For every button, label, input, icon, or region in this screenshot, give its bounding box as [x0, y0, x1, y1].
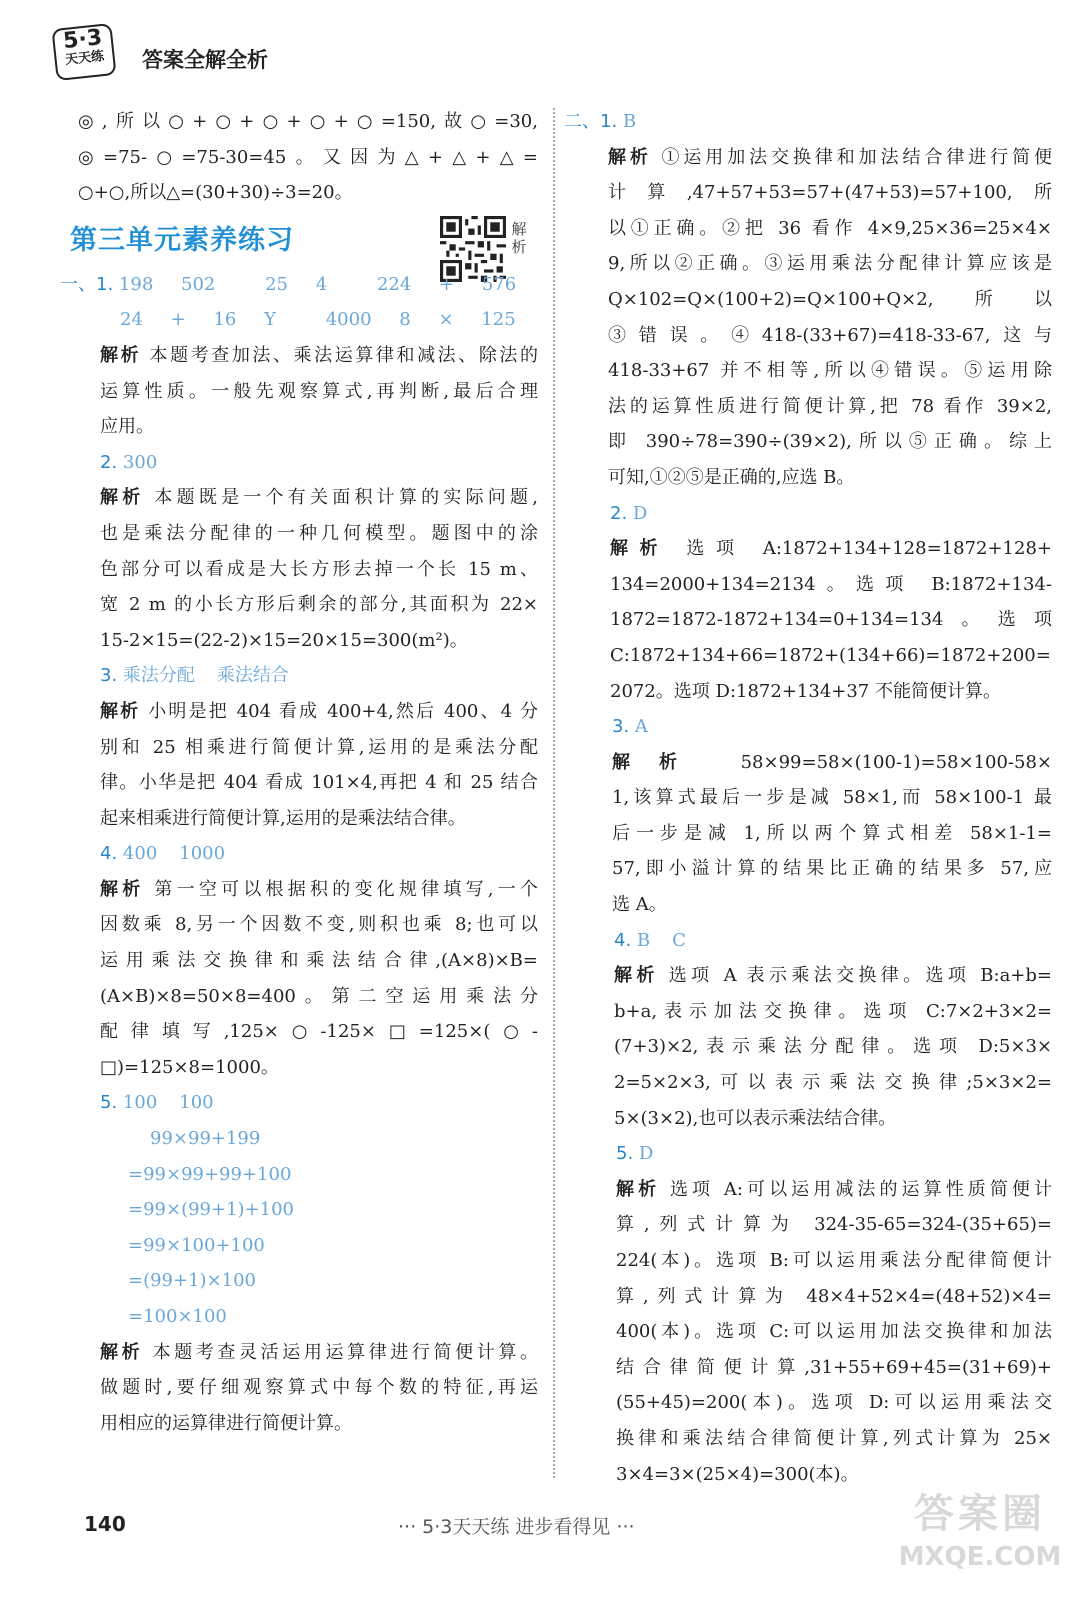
logo-main-text: 5·3	[61, 25, 104, 55]
intro-line: ◎=75-○=75-30=45。又因为△+△+△=	[78, 146, 538, 168]
analysis-block	[78, 1335, 538, 1442]
analysis-label: 解析	[608, 146, 652, 168]
r1-answer	[564, 104, 1052, 140]
analysis-text: 418-33+67 并不相等,所以④错误。⑤运用除	[608, 360, 1052, 382]
answer: 100	[179, 1092, 214, 1114]
footer-slogan: ··· 5·3天天练 进步看得见 ···	[398, 1516, 635, 1538]
analysis-block	[78, 872, 538, 1086]
answer: 乘法分配	[122, 665, 195, 687]
answer: +	[170, 309, 186, 331]
answer: 224	[376, 273, 412, 295]
analysis-block	[574, 1172, 1052, 1492]
calc-step: =99×100+100	[128, 1234, 265, 1256]
analysis-text: 计算,47+57+53=57+(47+53)=57+100,所	[608, 182, 1052, 204]
analysis-text: 运用乘法交换律和乘法结合律,(A×8)×B=	[100, 950, 538, 972]
calc-step: =99×99+99+100	[128, 1163, 292, 1185]
left-column	[60, 104, 539, 1441]
analysis-text: 2=5×2×3,可以表示乘法交换律;5×3×2=	[614, 1072, 1052, 1094]
analysis-text: 选项 A:1872+134+128=1872+128+	[686, 538, 1052, 560]
analysis-text: 400(本)。选项 C:可以运用加法交换律和加法	[616, 1321, 1052, 1343]
q1-answers-row1	[60, 267, 538, 303]
analysis-text: 9,所以②正确。③运用乘法分配律计算应该是	[608, 253, 1052, 275]
question-number: 1.	[600, 111, 618, 132]
right-column	[564, 104, 1052, 1492]
analysis-text: 小明是把 404 看成 400+4,然后 400、4 分	[148, 700, 538, 722]
watermark-text: 答案圈	[914, 1491, 1046, 1537]
part-label: 一、	[60, 273, 96, 295]
analysis-text: 配律填写,125×○-125×□=125×(○-	[100, 1021, 538, 1043]
answer: 25	[265, 273, 289, 295]
answer: 198	[118, 273, 154, 295]
calc-step: =100×100	[128, 1306, 227, 1327]
section-title: 第三单元素养练习	[70, 224, 294, 256]
question-number: 3.	[100, 665, 118, 687]
analysis-block	[78, 338, 538, 445]
answer: +	[439, 273, 455, 295]
analysis-text: 法的运算性质进行简便计算,把 78 看作 39×2,	[608, 395, 1052, 417]
question-number: 4.	[100, 843, 118, 865]
analysis-label: 解析	[614, 965, 659, 987]
q2-answer	[78, 445, 538, 481]
answer: B	[636, 929, 651, 951]
analysis-text: 可知,①②⑤是正确的,应选 B。	[608, 466, 855, 488]
question-number: 4.	[614, 929, 632, 951]
answer: A	[634, 716, 648, 738]
q3-answer	[78, 658, 538, 694]
calc-step: 99×99+199	[150, 1128, 261, 1150]
answer: Y	[264, 309, 276, 331]
analysis-text: (7+3)×2,表示乘法分配律。选项 D:5×3×	[614, 1036, 1052, 1058]
analysis-block	[574, 958, 1052, 1136]
intro-line: ◎,所以○+○+○+○+○=150,故○=30,	[78, 111, 538, 132]
answer: 400	[122, 843, 158, 865]
answer: 502	[181, 273, 216, 295]
answer: D	[638, 1143, 654, 1165]
analysis-text: 224(本)。选项 B:可以运用乘法分配律简便计	[616, 1250, 1052, 1271]
r3-answer	[574, 709, 1052, 745]
analysis-text: 算,列式计算为 324-35-65=324-(35+65)=	[616, 1214, 1052, 1236]
answer: 24	[120, 309, 143, 331]
analysis-text: 以①正确。②把 36 看作 4×9,25×36=25×4×	[608, 217, 1052, 239]
watermark	[892, 1488, 1068, 1586]
analysis-text: 2072。选项 D:1872+134+37 不能简便计算。	[610, 680, 1001, 702]
analysis-label: 解析	[610, 538, 670, 560]
part-label: 二、	[564, 111, 600, 132]
analysis-text: C:1872+134+66=1872+(134+66)=1872+200=	[610, 644, 1051, 666]
analysis-block	[78, 480, 538, 658]
analysis-text: (55+45)=200(本)。选项 D:可以运用乘法交	[616, 1392, 1052, 1414]
analysis-text: □)=125×8=1000。	[100, 1056, 279, 1078]
analysis-text: 选 A。	[612, 894, 667, 916]
analysis-text: 也是乘法分配律的一种几何模型。题图中的涂	[100, 522, 538, 544]
analysis-text: 别和 25 相乘进行简便计算,运用的是乘法分配	[100, 736, 538, 758]
analysis-label: 解析	[100, 1341, 144, 1363]
analysis-label: 解析	[616, 1178, 661, 1200]
r2-answer	[574, 496, 1052, 532]
q4-answer	[78, 836, 538, 872]
analysis-text: 58×99=58×(100-1)=58×100-58×	[740, 751, 1052, 773]
analysis-block	[574, 745, 1052, 923]
logo-sub-text: 天天练	[64, 48, 105, 68]
analysis-text: 后一步是减 1,所以两个算式相差 58×1-1=	[612, 822, 1052, 844]
answer: 125	[481, 309, 516, 331]
analysis-label: 解析	[100, 344, 142, 366]
header-title: 答案全解全析	[142, 48, 268, 72]
analysis-text: ①运用加法交换律和加法结合律进行简便	[661, 146, 1052, 168]
analysis-text: 即 390÷78=390÷(39×2),所以⑤正确。综上	[608, 431, 1052, 453]
analysis-text: 起来相乘进行简便计算,运用的是乘法结合律。	[100, 807, 466, 829]
analysis-text: 律。小华是把 404 看成 101×4,再把 4 和 25 结合	[100, 772, 538, 794]
answer: ×	[438, 309, 454, 331]
analysis-text: ③错误。④418-(33+67)=418-33-67,这与	[608, 324, 1052, 346]
analysis-text: b+a,表示加法交换律。选项 C:7×2+3×2=	[614, 1000, 1052, 1022]
analysis-text: 选项 A 表示乘法交换律。选项 B:a+b=	[668, 965, 1052, 987]
intro-line: ○+○,所以△=(30+30)÷3=20。	[78, 182, 353, 204]
analysis-text: Q×102=Q×(100+2)=Q×100+Q×2,所以	[608, 288, 1052, 310]
analysis-block	[78, 694, 538, 836]
analysis-text: 本题既是一个有关面积计算的实际问题,	[154, 487, 538, 509]
analysis-text: 第一空可以根据积的变化规律填写,一个	[154, 878, 538, 900]
analysis-text: 算,列式计算为 48×4+52×4=(48+52)×4=	[616, 1285, 1052, 1307]
analysis-text: 选项 A:可以运用减法的运算性质简便计	[669, 1178, 1052, 1200]
answer: 4	[315, 273, 328, 295]
analysis-label: 解析	[100, 487, 145, 509]
r4-answer	[574, 923, 1052, 959]
calc-step: =(99+1)×100	[128, 1270, 257, 1292]
analysis-text: 15-2×15=(22-2)×15=20×15=300(m²)。	[100, 629, 468, 651]
answer: 576	[481, 273, 517, 295]
analysis-text: 换律和乘法结合律简便计算,列式计算为 25×	[616, 1427, 1052, 1449]
answer: C	[672, 929, 686, 951]
analysis-text: 应用。	[100, 416, 154, 438]
qr-label: 解析	[511, 220, 527, 256]
analysis-text: 用相应的运算律进行简便计算。	[100, 1412, 352, 1434]
question-number: 1.	[96, 273, 114, 295]
q5-answer	[78, 1085, 538, 1121]
analysis-text: (A×B)×8=50×8=400。第二空运用乘法分	[100, 985, 538, 1007]
analysis-block	[574, 531, 1052, 709]
question-number: 5.	[616, 1143, 634, 1165]
question-number: 5.	[100, 1092, 118, 1114]
watermark-url: MXQE.COM	[898, 1542, 1062, 1572]
answer: 16	[213, 309, 237, 331]
calc-step: =99×(99+1)+100	[128, 1199, 294, 1221]
r5-answer	[574, 1136, 1052, 1172]
q1-answers-row2	[78, 302, 538, 338]
page-number: 140	[84, 1512, 126, 1536]
column-divider	[553, 108, 555, 1478]
analysis-text: 本题考查加法、乘法运算律和减法、除法的	[149, 344, 538, 366]
question-number: 2.	[610, 502, 628, 524]
question-number: 2.	[100, 451, 118, 473]
question-number: 3.	[612, 716, 630, 738]
answer: 100	[122, 1092, 158, 1114]
analysis-label: 解析	[100, 878, 145, 900]
answer: 乘法结合	[216, 665, 289, 687]
analysis-text: 色部分可以看成是大长方形去掉一个长 15 m、	[100, 558, 538, 580]
analysis-text: 134=2000+134=2134。选项 B:1872+134-	[610, 573, 1052, 595]
analysis-text: 结合律简便计算,31+55+69+45=(31+69)+	[616, 1356, 1052, 1378]
answer: 8	[399, 309, 411, 331]
analysis-text: 5×(3×2),也可以表示乘法结合律。	[614, 1107, 897, 1129]
analysis-text: 本题考查灵活运用运算律进行简便计算。	[152, 1341, 539, 1363]
analysis-block	[574, 140, 1052, 496]
answer: 300	[122, 451, 158, 473]
answer: 1000	[179, 843, 226, 865]
analysis-text: 57,即小溢计算的结果比正确的结果多 57,应	[612, 858, 1052, 880]
analysis-label: 解析	[612, 751, 706, 773]
analysis-text: 1872=1872-1872+134=0+134=134。选项	[610, 609, 1052, 631]
analysis-text: 运算性质。一般先观察算式,再判断,最后合理	[100, 380, 538, 402]
analysis-text: 1,该算式最后一步是减 58×1,而 58×100-1 最	[612, 787, 1052, 809]
analysis-text: 3×4=3×(25×4)=300(本)。	[616, 1463, 859, 1485]
answer: 4000	[325, 309, 372, 331]
answer: D	[632, 502, 648, 524]
analysis-text: 宽 2 m 的小长方形后剩余的部分,其面积为 22×	[100, 594, 538, 616]
answer: B	[622, 111, 637, 132]
analysis-label: 解析	[100, 700, 141, 722]
brand-logo	[51, 23, 116, 81]
analysis-text: 因数乘 8,另一个因数不变,则积也乘 8;也可以	[100, 914, 538, 936]
analysis-text: 做题时,要仔细观察算式中每个数的特征,再运	[100, 1377, 538, 1399]
